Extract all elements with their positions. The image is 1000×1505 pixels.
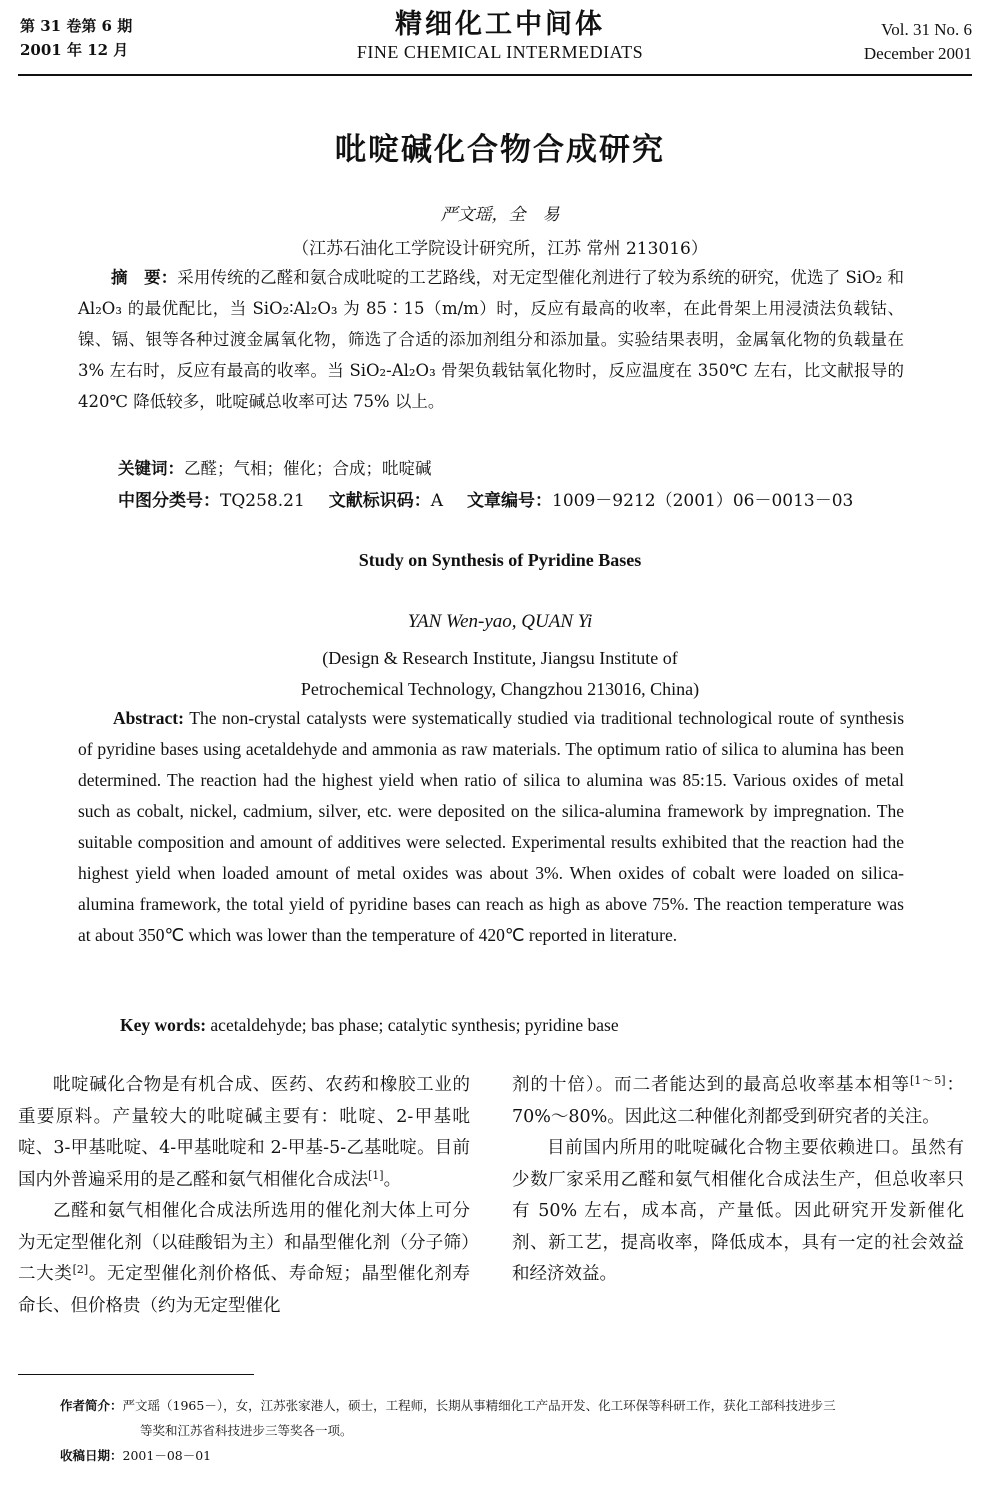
abstract-en [78, 703, 904, 951]
date-en: December 2001 [863, 44, 972, 63]
abstract-en-label: Abstract: [113, 708, 184, 728]
keywords-en [120, 1015, 619, 1036]
author-bio-text: 严文瑶（1965－），女，江苏张家港人，硕士，工程师，长期从事精细化工产品开发、化工环保等科研工作，获化工部科技进步三 [122, 1398, 836, 1413]
article-no-label: 文章编号： [467, 491, 553, 511]
keywords-cn-text: 乙醛；气相；催化；合成；吡啶碱 [184, 459, 432, 478]
body-paragraph: 乙醛和氨气相催化合成法所选用的催化剂大体上可分为无定型催化剂（以硅酸铝为主）和晶型催化剂（分子筛）二大类[2]。无定型催化剂价格低、寿命短；晶型催化剂寿命长、但价格贵（约为无定型催化 [18, 1201, 471, 1316]
abstract-cn-text: 采用传统的乙醛和氨合成吡啶的工艺路线，对无定型催化剂进行了较为系统的研究，优选了 SiO₂ 和 Al₂O₃ 的最优配比，当 SiO₂∶Al₂O₃ 为 85∶15（m/m）时，反应有最高的收率，在此骨架上用浸渍法负载钴、镍、镉、银等各种过渡金属氧化物，筛选了合适的添加剂组分和添加量。实验结果表明，金属氧化物的负载量在 3% 左右时，反应有最高的收率。当 SiO₂-Al₂O₃ 骨架负载钴氧化物时，反应温度在 350℃ 左右，比文献报导的 420℃ 降低较多，吡啶碱总收率可达 75% 以上。 [78, 268, 905, 411]
keywords-en-text: acetaldehyde; bas phase; catalytic synthesis; pyridine base [210, 1015, 619, 1035]
paper-title-en: Study on Synthesis of Pyridine Bases [358, 550, 642, 570]
body-paragraph: 吡啶碱化合物是有机合成、医药、农药和橡胶工业的重要原料。产量较大的吡啶碱主要有：吡啶、2-甲基吡啶、3-甲基吡啶、4-甲基吡啶和 2-甲基-5-乙基吡啶。目前国内外普遍采用的是乙醛和氨气相催化合成法[1]。 [18, 1075, 470, 1190]
citation-ref: [2] [72, 1263, 89, 1276]
author-bio-cont: 等奖和江苏省科技进步三等奖各一项。 [140, 1423, 353, 1438]
keywords-cn-label: 关键词： [118, 459, 184, 478]
abstract-en-text: The non-crystal catalysts were systematically studied via traditional technological route of synthesis of pyridine bases using acetaldehyde and ammonia as raw materials. The optimum ratio of silica to alumina has been determined. The reaction had the highest yield when ratio of silica to alumina was 85:15. Various oxides of metal such as cobalt, nickel, cadmium, silver, etc. were deposited on the silica-alumina framework by impregnation. The suitable composition and amount of additives were selected. Experimental results exhibited that the reaction had the highest yield when loaded amount of metal oxides was about 3%. When oxides of cobalt were loaded on silica-alumina framework, the total yield of pyridine bases can reach as high as above 75%. The reaction temperature was at about 350℃ which was lower than the temperature of 420℃ reported in literature. [78, 708, 904, 945]
citation-ref: [1～5] [909, 1074, 946, 1087]
footnote [60, 1393, 965, 1468]
citation-ref: [1] [368, 1168, 384, 1182]
clc-label: 中图分类号： [118, 491, 220, 511]
body-column-right [512, 1070, 964, 1291]
authors-cn: 严文瑶，全 易 [440, 205, 560, 225]
received-date [60, 1443, 965, 1468]
doc-code-label: 文献标识码： [328, 491, 431, 511]
volume-en: Vol. 31 No. 6 [881, 20, 972, 39]
volume-cn: 第 31 卷第 6 期 [20, 17, 133, 35]
abstract-cn [78, 262, 904, 417]
affiliation-en-line2: Petrochemical Technology, Changzhou 213016, China) [300, 679, 700, 699]
header-issue-en [864, 18, 972, 66]
affiliation-cn: （江苏石油化工学院设计研究所，江苏 常州 213016） [292, 239, 708, 259]
author-bio [60, 1393, 965, 1418]
keywords-en-label: Key words: [120, 1015, 207, 1035]
article-no-value: 1009－9212（2001）06－0013－03 [552, 491, 854, 511]
body-paragraph: 剂的十倍）。而二者能达到的最高总收率基本相等[1～5]：70%～80%。因此这二种催化剂都受到研究者的关注。 [512, 1074, 965, 1127]
footnote-divider [18, 1374, 254, 1375]
header-divider [18, 74, 972, 76]
authors-en: YAN Wen-yao, QUAN Yi [407, 611, 593, 632]
journal-title-en: FINE CHEMICAL INTERMEDIATS [356, 42, 644, 62]
affiliation-en [0, 643, 1000, 705]
author-bio-label: 作者简介： [60, 1398, 123, 1413]
journal-title-cn: 精细化工中间体 [395, 9, 605, 40]
paper-title-cn: 吡啶碱化合物合成研究 [335, 132, 665, 168]
keywords-cn [118, 455, 432, 479]
journal-title [250, 8, 750, 62]
abstract-cn-label: 摘 要： [111, 268, 178, 287]
affiliation-en-line1: (Design & Research Institute, Jiangsu Institute of [322, 648, 678, 668]
received-value: 2001－08－01 [122, 1448, 212, 1463]
header-issue-cn [20, 14, 132, 62]
date-cn: 2001 年 12 月 [20, 41, 129, 59]
classification-line [118, 486, 853, 511]
body-paragraph: 目前国内所用的吡啶碱化合物主要依赖进口。虽然有少数厂家采用乙醛和氨气相催化合成法生产，但总收率只有 50% 左右，成本高，产量低。因此研究开发新催化剂、新工艺，提高收率，降低成本，具有一定的社会效益和经济效益。 [512, 1138, 964, 1284]
body-column-left [18, 1070, 470, 1322]
clc-value: TQ258.21 [220, 491, 305, 511]
doc-code-value: A [430, 491, 444, 511]
received-label: 收稿日期： [60, 1448, 123, 1463]
